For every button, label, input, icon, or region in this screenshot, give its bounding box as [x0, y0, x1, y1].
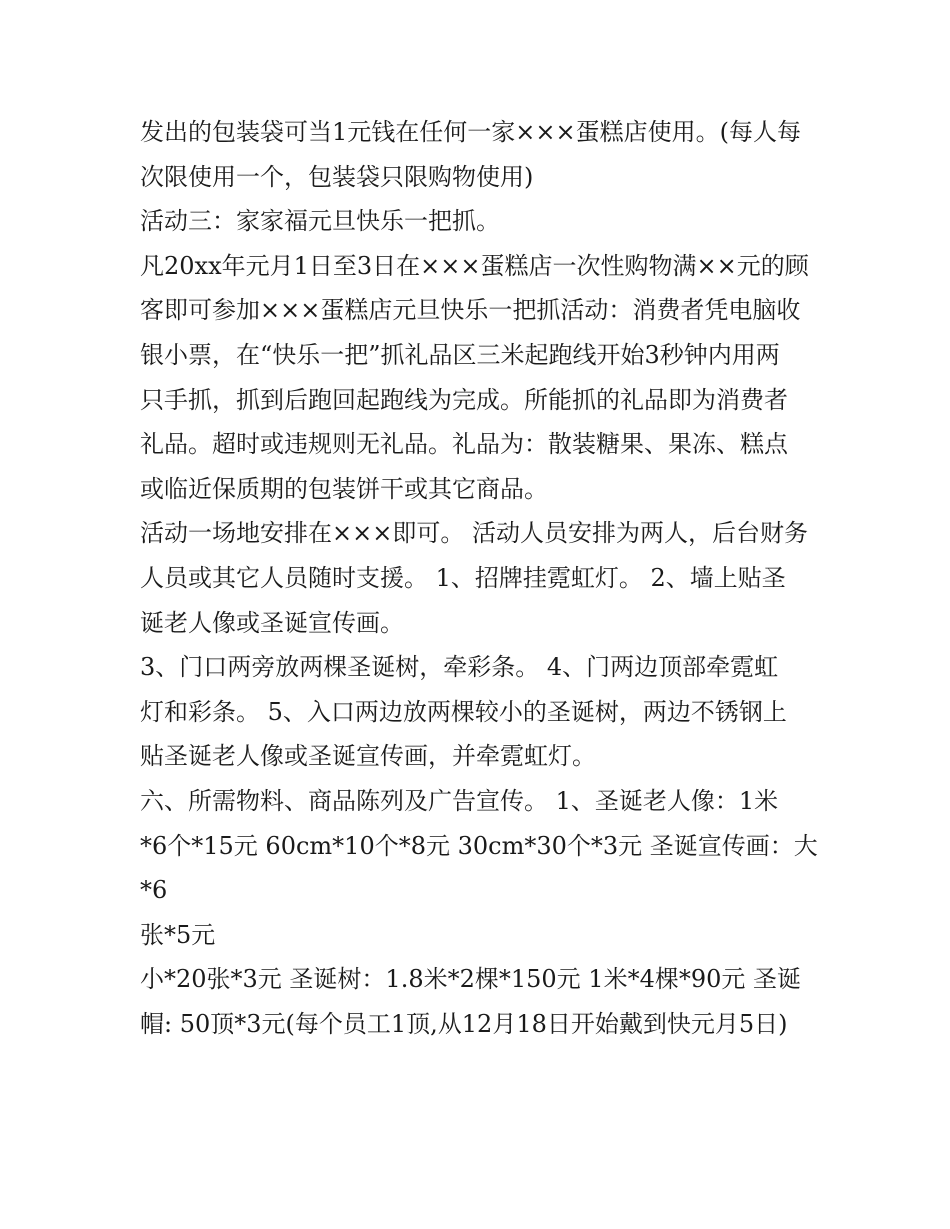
text-line-3: 活动三：家家福元旦快乐一把抓。: [140, 207, 500, 236]
text-line-17: *6个*15元 60cm*10个*8元 30cm*30个*3元 圣诞宣传画：大*6: [140, 831, 818, 905]
text-line-9: 或临近保质期的包装饼干或其它商品。: [140, 474, 548, 503]
text-line-11: 人员或其它人员随时支援。 1、招牌挂霓虹灯。 2、墙上贴圣: [140, 563, 786, 592]
text-line-7: 只手抓，抓到后跑回起跑线为完成。所能抓的礼品即为消费者: [140, 385, 788, 414]
text-line-5: 客即可参加×××蛋糕店元旦快乐一把抓活动：消费者凭电脑收: [140, 296, 801, 325]
text-line-1: 发出的包装袋可当1元钱在任何一家×××蛋糕店使用。(每人每: [140, 118, 801, 146]
text-line-14: 灯和彩条。 5、入口两边放两棵较小的圣诞树，两边不锈钢上: [140, 697, 787, 726]
text-line-4: 凡20xx年元月1日至3日在×××蛋糕店一次性购物满××元的顾: [140, 251, 809, 280]
text-line-2: 次限使用一个，包装袋只限购物使用): [140, 162, 534, 191]
text-line-12: 诞老人像或圣诞宣传画。: [140, 608, 404, 637]
text-line-15: 贴圣诞老人像或圣诞宣传画，并牵霓虹灯。: [140, 742, 596, 771]
text-line-10: 活动一场地安排在×××即可。 活动人员安排为两人，后台财务: [140, 519, 808, 548]
text-line-6: 银小票，在“快乐一把”抓礼品区三米起跑线开始3秒钟内用两: [140, 340, 780, 369]
text-line-16: 六、所需物料、商品陈列及广告宣传。 1、圣诞老人像：1米: [140, 786, 779, 815]
document-body: [140, 110, 820, 1046]
text-line-20: 帽: 50顶*3元(每个员工1顶,从12月18日开始戴到快元月5日): [140, 1009, 788, 1038]
text-line-8: 礼品。超时或违规则无礼品。礼品为：散装糖果、果冻、糕点: [140, 430, 788, 459]
text-line-18: 张*5元: [140, 920, 216, 949]
text-line-19: 小*20张*3元 圣诞树：1.8米*2棵*150元 1米*4棵*90元 圣诞: [140, 965, 802, 994]
text-line-13: 3、门口两旁放两棵圣诞树，牵彩条。 4、门两边顶部牵霓虹: [140, 653, 779, 682]
